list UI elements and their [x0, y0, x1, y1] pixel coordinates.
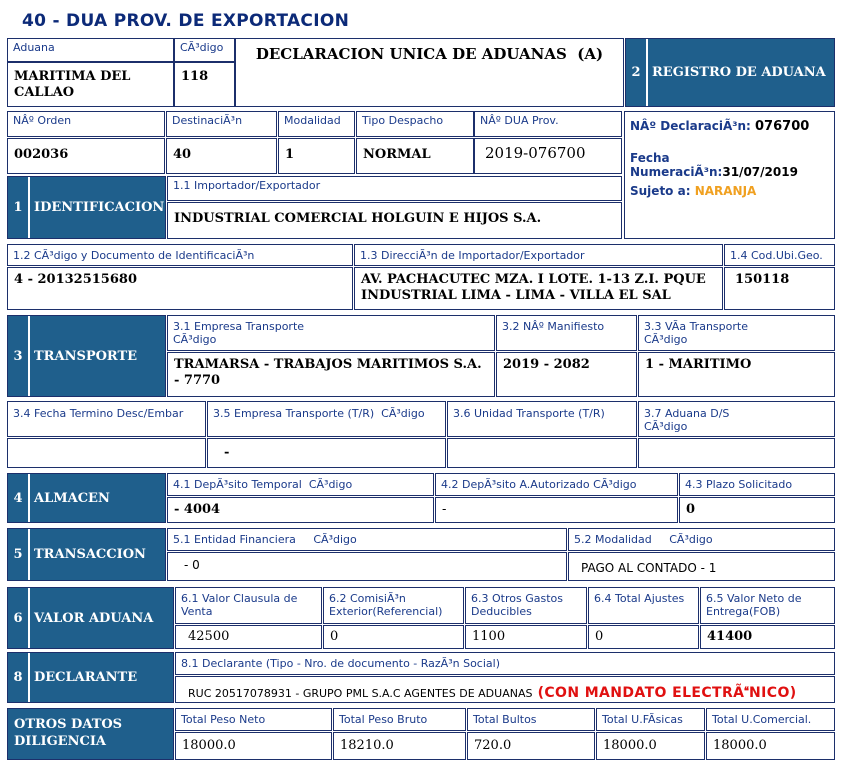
direccion-label: 1.3 DirecciÃ³n de Importador/Exportador: [360, 249, 585, 262]
empresa-value-cell: [167, 352, 495, 397]
declaracion-line: [630, 119, 809, 134]
destinacion-value-cell: [166, 138, 277, 174]
registro-aduana-header: [625, 38, 835, 107]
unidad-label: 3.6 Unidad Transporte (T/R): [453, 407, 605, 420]
dua-label-cell: [474, 111, 622, 137]
fecha-value: 31/07/2019: [722, 165, 798, 179]
declarante-label-cell: [175, 652, 835, 675]
peso-bruto-label: Total Peso Bruto: [339, 713, 428, 726]
doc-ident-value: 4 - 20132515680: [14, 272, 137, 287]
plazo-label-cell: [679, 473, 835, 496]
deposito-label: 4.1 DepÃ³sito Temporal CÃ³digo: [173, 478, 353, 491]
codigo-label: CÃ³digo: [180, 41, 224, 54]
entidad-label-cell: [167, 528, 567, 551]
identificacion-title: IDENTIFICACION: [34, 200, 165, 215]
deposito-value-cell: [167, 497, 434, 523]
codigo-label-cell: [174, 38, 235, 62]
destinacion-value: 40: [173, 147, 192, 162]
plazo-value-cell: [679, 497, 835, 523]
declarante-header: [7, 652, 174, 703]
peso-neto-label: Total Peso Neto: [181, 713, 266, 726]
fecha-termino-label-cell: [7, 401, 206, 437]
direccion-value-cell: [354, 267, 723, 310]
aduana-label: Aduana: [13, 41, 55, 54]
entidad-value-cell: [167, 552, 567, 581]
empresa-label-cell: [167, 315, 495, 351]
declarante-value-line: [176, 677, 834, 703]
despacho-label-cell: [356, 111, 474, 137]
almacen-num: 4: [8, 474, 30, 522]
registro-num: 2: [626, 39, 648, 106]
orden-label-cell: [7, 111, 165, 137]
autorizado-label-cell: [435, 473, 678, 496]
modalidad-pago-label-cell: [568, 528, 835, 551]
codigo-value: 118: [181, 69, 209, 84]
aduana-value-cell: [7, 62, 174, 107]
unidad-label-cell: [447, 401, 637, 437]
peso-neto-value-cell: [175, 732, 332, 760]
ubigeo-label-cell: [724, 244, 835, 266]
unidad-value-cell: [447, 438, 637, 468]
plazo-label: 4.3 Plazo Solicitado: [685, 478, 793, 491]
empresa-tr-label: 3.5 Empresa Transporte (T/R) CÃ³digo: [213, 407, 425, 420]
declaracion-label: NÂº DeclaraciÃ³n:: [630, 119, 751, 133]
fecha-termino-label: 3.4 Fecha Termino Desc/Embar: [13, 407, 184, 420]
transaccion-header: [7, 528, 166, 581]
ubigeo-value: 150118: [735, 272, 790, 287]
plazo-value: 0: [686, 502, 696, 517]
comercial-value-cell: [706, 732, 835, 760]
clausula-label-cell: [175, 587, 322, 624]
bultos-value: 720.0: [474, 738, 512, 753]
modalidad-value: 1: [285, 147, 295, 162]
importador-value-cell: [167, 202, 622, 239]
bultos-value-cell: [467, 732, 595, 760]
dua-value-cell: [474, 138, 622, 174]
deposito-value: - 4004: [174, 502, 221, 517]
identificacion-num: 1: [8, 177, 30, 238]
empresa-label: 3.1 Empresa Transporte CÃ³digo: [173, 320, 305, 346]
despacho-value-cell: [356, 138, 474, 174]
transaccion-title: TRANSACCION: [34, 547, 146, 562]
fisicas-label-cell: [596, 708, 705, 731]
otros-datos-header: [7, 708, 174, 760]
ajustes-label-cell: [588, 587, 699, 624]
destinacion-label: DestinaciÃ³n: [172, 114, 243, 127]
modalidad-pago-value-cell: [568, 552, 835, 581]
transporte-header: [7, 315, 166, 397]
modalidad-pago-label: 5.2 Modalidad CÃ³digo: [574, 533, 713, 546]
clausula-label: 6.1 Valor Clausula de Venta: [181, 592, 298, 618]
ajustes-value: 0: [595, 629, 604, 644]
doc-ident-value-cell: [7, 267, 353, 310]
comercial-label-cell: [706, 708, 835, 731]
ajustes-label: 6.4 Total Ajustes: [594, 592, 685, 605]
identificacion-header: [7, 176, 166, 239]
modalidad-label: Modalidad: [284, 114, 341, 127]
comision-label: 6.2 ComisiÃ³n Exterior(Referencial): [329, 592, 443, 618]
declaracion-info-panel: [624, 111, 835, 239]
declarante-num: 8: [8, 653, 30, 702]
empresa-value: TRAMARSA - TRABAJOS MARITIMOS S.A. - 7770: [174, 357, 482, 388]
declarante-label: 8.1 Declarante (Tipo - Nro. de documento - RazÃ³n Social): [181, 657, 500, 670]
fisicas-label: Total U.FÃsicas: [602, 713, 683, 726]
via-value: 1 - MARITIMO: [645, 357, 752, 372]
autorizado-label: 4.2 DepÃ³sito A.Autorizado CÃ³digo: [441, 478, 637, 491]
doc-title-cell: [235, 38, 624, 107]
modalidad-label-cell: [278, 111, 355, 137]
doc-ident-label-cell: [7, 244, 353, 266]
aduana-label-cell: [7, 38, 174, 62]
peso-bruto-value-cell: [333, 732, 466, 760]
mandato-badge: (CON MANDATO ELECTRÃNICO): [537, 685, 797, 701]
gastos-value-cell: [465, 625, 587, 649]
entidad-label: 5.1 Entidad Financiera CÃ³digo: [173, 533, 357, 546]
comercial-label: Total U.Comercial.: [712, 713, 812, 726]
peso-neto-label-cell: [175, 708, 332, 731]
empresa-tr-value: -: [224, 445, 230, 460]
valor-aduana-header: [7, 587, 174, 649]
aduana-ds-value: [639, 439, 834, 447]
valor-aduana-title: VALOR ADUANA: [34, 610, 154, 626]
doc-ident-label: 1.2 CÃ³digo y Documento de IdentificaciÃ³n: [13, 249, 255, 262]
entidad-value: - 0: [184, 558, 200, 572]
orden-label: NÂº Orden: [13, 114, 72, 127]
declarante-value-cell: [175, 676, 835, 703]
orden-value-cell: [7, 138, 165, 174]
sujeto-label: Sujeto a:: [630, 184, 691, 198]
fisicas-value-cell: [596, 732, 705, 760]
gastos-label-cell: [465, 587, 587, 624]
autorizado-value-cell: [435, 497, 678, 523]
via-label: 3.3 VÃa Transporte CÃ³digo: [644, 320, 748, 346]
peso-bruto-label-cell: [333, 708, 466, 731]
aduana-ds-value-cell: [638, 438, 835, 468]
codigo-value-cell: [174, 62, 235, 107]
sujeto-value: NARANJA: [694, 184, 757, 198]
unidad-value: [448, 439, 636, 447]
direccion-label-cell: [354, 244, 723, 266]
fisicas-value: 18000.0: [603, 738, 657, 753]
otros-datos-title: OTROS DATOS DILIGENCIA: [14, 717, 123, 749]
modalidad-pago-value: PAGO AL CONTADO - 1: [581, 561, 717, 575]
fecha-label: Fecha NumeraciÃ³n:: [630, 151, 723, 179]
comision-label-cell: [323, 587, 464, 624]
bultos-label: Total Bultos: [473, 713, 537, 726]
sujeto-line: [630, 184, 756, 198]
manifiesto-value-cell: [496, 352, 637, 397]
manifiesto-label-cell: [496, 315, 637, 351]
fecha-line: [630, 151, 834, 179]
ubigeo-value-cell: [724, 267, 835, 310]
despacho-value: NORMAL: [363, 147, 431, 162]
registro-title: REGISTRO DE ADUANA: [652, 65, 826, 80]
fecha-termino-value-cell: [7, 438, 206, 468]
comision-value-cell: [323, 625, 464, 649]
gastos-value: 1100: [472, 629, 506, 644]
importador-label-cell: [167, 176, 622, 201]
autorizado-value: -: [442, 502, 447, 517]
neto-value: 41400: [707, 629, 753, 644]
neto-value-cell: [700, 625, 835, 649]
peso-bruto-value: 18210.0: [340, 738, 394, 753]
importador-label: 1.1 Importador/Exportador: [173, 179, 321, 192]
manifiesto-value: 2019 - 2082: [503, 357, 590, 372]
importador-value: INDUSTRIAL COMERCIAL HOLGUIN E HIJOS S.A.: [174, 211, 542, 226]
neto-label-cell: [700, 587, 835, 624]
declarante-title: DECLARANTE: [34, 670, 138, 685]
transporte-num: 3: [8, 316, 30, 396]
dua-value: 2019-076700: [485, 144, 586, 162]
peso-neto-value: 18000.0: [182, 738, 236, 753]
empresa-tr-label-cell: [207, 401, 446, 437]
page-title: 40 - DUA PROV. DE EXPORTACION: [22, 11, 350, 31]
declaracion-value: 076700: [755, 119, 810, 134]
orden-value: 002036: [14, 147, 69, 162]
almacen-title: ALMACEN: [34, 490, 110, 506]
direccion-value: AV. PACHACUTEC MZA. I LOTE. 1-13 Z.I. PQUE INDUSTRIAL LIMA - LIMA - VILLA EL SAL: [361, 272, 706, 303]
modalidad-value-cell: [278, 138, 355, 174]
comision-value: 0: [330, 629, 339, 644]
empresa-tr-value-cell: [207, 438, 446, 468]
aduana-value: MARITIMA DEL CALLAO: [14, 69, 131, 100]
comercial-value: 18000.0: [713, 738, 767, 753]
destinacion-label-cell: [166, 111, 277, 137]
neto-label: 6.5 Valor Neto de Entrega(FOB): [706, 592, 802, 618]
bultos-label-cell: [467, 708, 595, 731]
clausula-value: 42500: [188, 629, 230, 644]
manifiesto-label: 3.2 NÂº Manifiesto: [502, 320, 605, 333]
ajustes-value-cell: [588, 625, 699, 649]
clausula-value-cell: [175, 625, 322, 649]
ubigeo-label: 1.4 Cod.Ubi.Geo.: [730, 249, 823, 262]
almacen-header: [7, 473, 166, 523]
doc-title: DECLARACION UNICA DE ADUANAS (A): [255, 45, 604, 63]
gastos-label: 6.3 Otros Gastos Deducibles: [471, 592, 563, 618]
transporte-title: TRANSPORTE: [34, 348, 138, 364]
deposito-label-cell: [167, 473, 434, 496]
transaccion-num: 5: [8, 529, 30, 580]
aduana-ds-label-cell: [638, 401, 835, 437]
fecha-termino-value: [8, 439, 205, 447]
dua-label: NÂº DUA Prov.: [480, 114, 559, 127]
despacho-label: Tipo Despacho: [362, 114, 444, 127]
declarante-value: RUC 20517078931 - GRUPO PML S.A.C AGENTES DE ADUANAS: [188, 687, 533, 700]
valor-aduana-num: 6: [8, 588, 30, 648]
via-label-cell: [638, 315, 835, 351]
aduana-ds-label: 3.7 Aduana D/S CÃ³digo: [644, 407, 730, 433]
via-value-cell: [638, 352, 835, 397]
